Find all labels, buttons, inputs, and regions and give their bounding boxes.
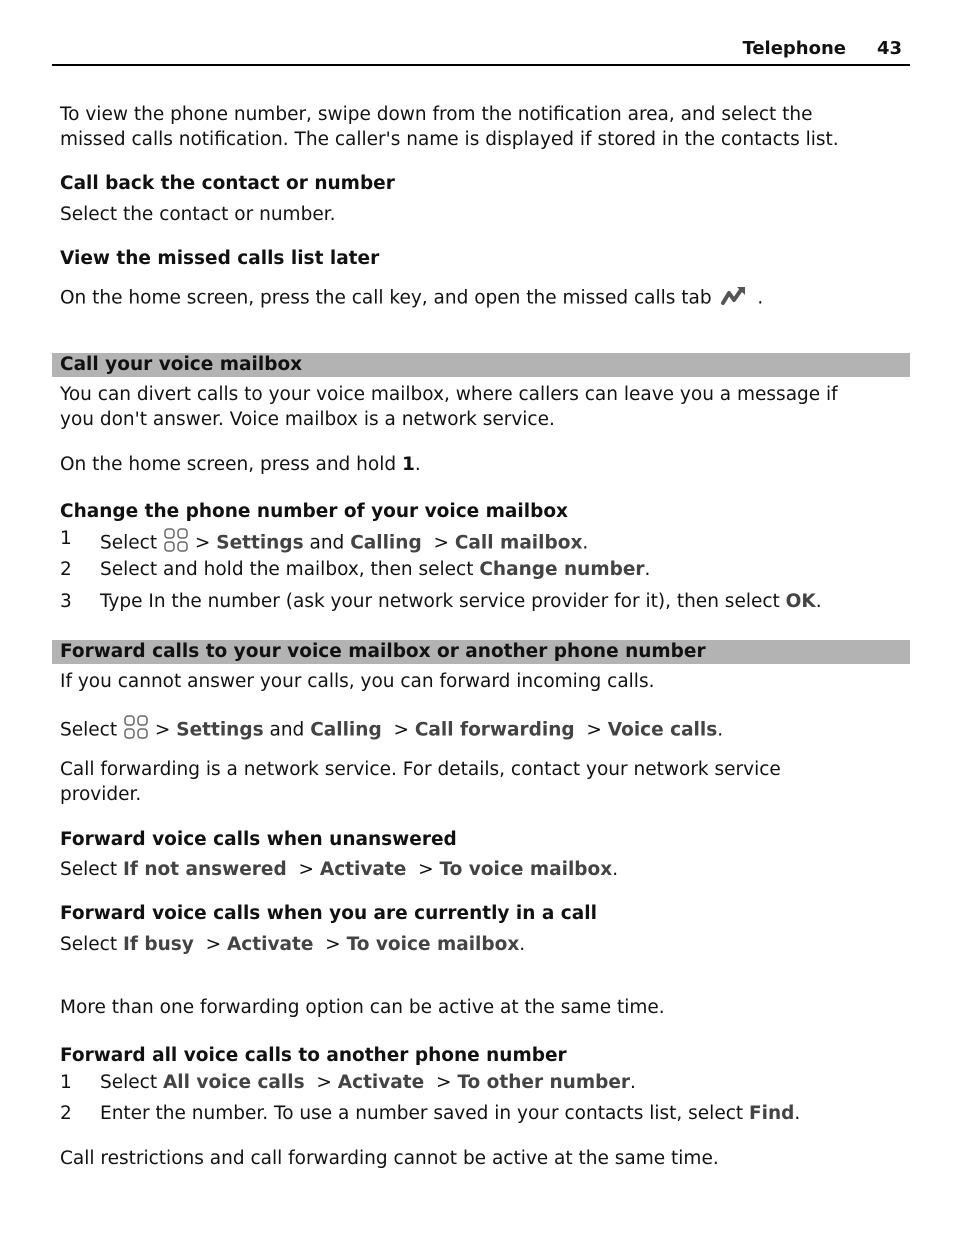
busy-heading: Forward voice calls when you are currently in a call xyxy=(60,903,597,924)
unanswered-heading: Forward voice calls when unanswered xyxy=(60,829,457,850)
menu-ok: OK xyxy=(785,591,816,612)
header-page-number: 43 xyxy=(876,38,902,59)
step-number: 2 xyxy=(60,559,72,580)
menu-if-busy: If busy xyxy=(122,934,194,955)
step-text: Type In the number (ask your network service provider for it), then select xyxy=(100,591,786,612)
step-number: 1 xyxy=(60,1072,72,1093)
path-separator: > xyxy=(435,1072,452,1093)
path-separator: > xyxy=(154,719,171,741)
menu-grid-icon xyxy=(163,527,189,560)
section-title-forward-calls: Forward calls to your voice mailbox or another phone number xyxy=(60,641,706,662)
path-separator: > xyxy=(298,859,314,880)
multiple-forwarding-note: More than one forwarding option can be active at the same time. xyxy=(60,997,665,1018)
select-text: Select xyxy=(60,719,118,741)
section-title-voice-mailbox: Call your voice mailbox xyxy=(60,354,303,375)
path-separator: > xyxy=(393,719,409,741)
forward-note-line-1: Call forwarding is a network service. For details, contact your network service xyxy=(60,759,781,780)
select-text: Select xyxy=(60,934,123,955)
missed-later-text xyxy=(60,281,763,316)
mailbox-p1-line-2: you don't answer. Voice mailbox is a network service. xyxy=(60,409,555,430)
menu-voice-calls: Voice calls xyxy=(607,719,718,741)
mailbox-p2-text: On the home screen, press and hold xyxy=(60,454,402,475)
change-number-heading: Change the phone number of your voice mailbox xyxy=(60,501,568,522)
header-section-title: Telephone xyxy=(742,38,846,59)
path-separator: > xyxy=(205,934,222,955)
missed-later-end: . xyxy=(757,287,764,309)
step-text: Select and hold the mailbox, then select xyxy=(100,559,480,580)
path-separator: > xyxy=(433,532,449,554)
mailbox-p1-line-1: You can divert calls to your voice mailbox, where callers can leave you a message if xyxy=(60,384,838,405)
section-band-voice-mailbox xyxy=(52,353,910,377)
menu-call-forwarding: Call forwarding xyxy=(414,719,575,741)
menu-to-voice-mailbox: To voice mailbox xyxy=(439,859,613,880)
mailbox-p2 xyxy=(60,453,421,477)
step-end: . xyxy=(644,559,651,580)
forward-note-line-2: provider. xyxy=(60,784,142,805)
mailbox-p2-end: . xyxy=(414,454,421,475)
step-number: 1 xyxy=(60,528,72,549)
menu-calling: Calling xyxy=(350,532,422,554)
step-end: . xyxy=(815,591,822,612)
menu-settings: Settings xyxy=(176,719,264,741)
unanswered-path xyxy=(60,858,618,882)
step-number: 2 xyxy=(60,1103,72,1124)
menu-activate: Activate xyxy=(337,1072,425,1093)
forward-intro: If you cannot answer your calls, you can forward incoming calls. xyxy=(60,671,655,692)
path-separator: > xyxy=(316,1072,332,1093)
all-calls-step-2 xyxy=(100,1102,800,1126)
path-separator: > xyxy=(194,532,211,554)
menu-calling: Calling xyxy=(310,719,382,741)
section-band-forward-calls xyxy=(52,640,910,664)
menu-grid-icon xyxy=(123,714,149,747)
path-separator: > xyxy=(418,859,434,880)
menu-activate: Activate xyxy=(226,934,314,955)
forward-path xyxy=(60,714,723,747)
all-calls-heading: Forward all voice calls to another phone number xyxy=(60,1045,567,1066)
path-end: . xyxy=(519,934,526,955)
busy-path xyxy=(60,933,525,957)
missed-later-sentence: On the home screen, press the call key, and open the missed calls tab xyxy=(60,287,712,309)
step-end: . xyxy=(794,1103,801,1124)
mailbox-key: 1 xyxy=(401,454,415,475)
change-number-step-3 xyxy=(100,590,822,614)
intro-line-2: missed calls notification. The caller's name is displayed if stored in the contacts list. xyxy=(60,129,839,150)
menu-to-voice-mailbox: To voice mailbox xyxy=(346,934,520,955)
step-end: . xyxy=(630,1072,636,1093)
callback-text: Select the contact or number. xyxy=(60,204,336,225)
callback-heading: Call back the contact or number xyxy=(60,173,395,194)
step-end: . xyxy=(582,532,589,554)
missed-later-heading: View the missed calls list later xyxy=(60,248,380,269)
path-end: . xyxy=(612,859,619,880)
restrictions-note: Call restrictions and call forwarding cannot be active at the same time. xyxy=(60,1148,719,1169)
menu-find: Find xyxy=(749,1103,795,1124)
step-text: Select xyxy=(100,532,158,554)
all-calls-step-1 xyxy=(100,1071,636,1095)
menu-activate: Activate xyxy=(319,859,407,880)
missed-calls-tab-icon xyxy=(717,281,751,316)
change-number-step-2 xyxy=(100,558,650,582)
and-text: and xyxy=(269,719,305,741)
menu-if-not-answered: If not answered xyxy=(122,859,287,880)
path-end: . xyxy=(717,719,724,741)
select-text: Select xyxy=(100,1072,163,1093)
intro-line-1: To view the phone number, swipe down from the notification area, and select the xyxy=(60,104,813,125)
path-separator: > xyxy=(586,719,602,741)
menu-all-voice-calls: All voice calls xyxy=(162,1072,305,1093)
menu-settings: Settings xyxy=(216,532,304,554)
menu-to-other-number: To other number xyxy=(457,1072,631,1093)
change-number-step-1 xyxy=(100,527,588,560)
menu-change-number: Change number xyxy=(479,559,645,580)
and-text: and xyxy=(309,532,345,554)
step-number: 3 xyxy=(60,591,72,612)
menu-call-mailbox: Call mailbox xyxy=(454,532,583,554)
step-text: Enter the number. To use a number saved in your contacts list, select xyxy=(100,1103,750,1124)
page-header xyxy=(52,36,910,66)
path-separator: > xyxy=(325,934,341,955)
select-text: Select xyxy=(60,859,123,880)
